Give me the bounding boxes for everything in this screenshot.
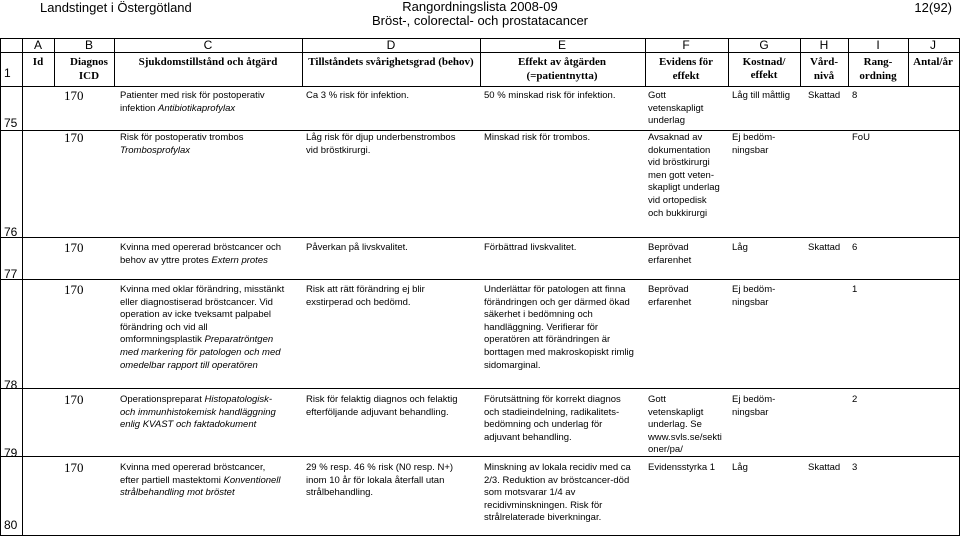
cell-sjukdom <box>120 462 281 500</box>
cell-evidens-line: och bukkirurgi <box>648 207 708 219</box>
cell-effekt-line: recidivminskningen. Risk för <box>484 499 603 511</box>
row-id: 170 <box>64 392 84 407</box>
header-id: Id <box>32 56 44 68</box>
column-letter-g: G <box>759 38 769 52</box>
cell-tillstand-line: Risk att rätt förändring ej blir <box>306 284 425 295</box>
grid-vline <box>22 38 23 535</box>
row-number-78: 78 <box>4 378 18 392</box>
header-icd: ICD <box>78 70 100 82</box>
cell-evidens-line: vid ortopedisk <box>648 194 707 206</box>
header-tillstand: Tillståndets svårighetsgrad (behov) <box>308 56 474 68</box>
cell-vard: Skattad <box>808 462 841 473</box>
header-diagnos: Diagnos <box>70 56 108 68</box>
cell-kostnad-line: Låg <box>732 242 748 253</box>
cell-sjukdom <box>120 394 276 432</box>
cell-rang: 1 <box>852 284 858 295</box>
cell-tillstand <box>306 394 458 419</box>
column-letter-b: B <box>84 38 93 52</box>
cell-effekt-line: säkerhet i bedömning och <box>484 309 593 321</box>
cell-tillstand-line: Låg risk för djup underbenstrombos <box>306 132 456 143</box>
cell-evidens <box>648 394 722 457</box>
cell-kostnad-line: Ej bedöm- <box>732 132 776 143</box>
cell-evidens-line: men gott veten- <box>648 169 715 181</box>
header-title-line2: Bröst-, colorectal- och prostatacancer <box>371 13 589 28</box>
cell-tillstand <box>306 90 409 103</box>
cell-effekt-line: Förutsättning för korrekt diagnos <box>484 394 621 405</box>
cell-evidens-line: erfarenhet <box>648 254 692 266</box>
cell-sjukdom-line: Trombosprofylax <box>120 144 191 156</box>
cell-effekt-line: adjuvant behandling. <box>484 431 572 443</box>
cell-tillstand-line: Risk för felaktig diagnos och felaktig <box>306 394 458 405</box>
header-effekt: Effekt av åtgärden <box>518 56 606 68</box>
cell-sjukdom-line: infektion Antibiotikaprofylax <box>120 102 236 114</box>
page-number: 12(92) <box>914 0 952 15</box>
cell-kostnad-line: ningsbar <box>732 144 769 156</box>
column-letter-i: I <box>876 38 880 52</box>
cell-evidens-line: Gott <box>648 90 666 101</box>
cell-tillstand <box>306 242 408 255</box>
cell-effekt <box>484 284 634 372</box>
cell-effekt <box>484 90 615 103</box>
cell-rang: 6 <box>852 242 858 253</box>
cell-kostnad <box>732 90 790 103</box>
cell-rang: 2 <box>852 394 858 405</box>
cell-tillstand-line: inom 10 år för lokala återfall utan <box>306 474 445 486</box>
cell-tillstand-line: efterföljande adjuvant behandling. <box>306 406 449 418</box>
cell-sjukdom-line: efter partiell mastektomi Konventionell <box>120 474 281 486</box>
cell-evidens-line: erfarenhet <box>648 296 692 308</box>
cell-sjukdom-line: och immunhistokemisk handläggning <box>120 406 276 418</box>
cell-effekt-line: som motsvarar 1/4 av <box>484 487 576 499</box>
row-number-1: 1 <box>4 66 11 80</box>
cell-effekt-line: Underlättar för patologen att finna <box>484 284 626 295</box>
cell-effekt-line: och stadieindelning, radikalitets- <box>484 406 620 418</box>
cell-tillstand-line: Påverkan på livskvalitet. <box>306 242 408 253</box>
cell-effekt-line: bedömning och underlag för <box>484 419 603 431</box>
row-number-80: 80 <box>4 518 18 532</box>
cell-sjukdom <box>120 284 284 372</box>
cell-effekt <box>484 132 590 145</box>
header-antal: Antal/år <box>913 56 953 68</box>
grid-hline <box>0 237 960 238</box>
cell-sjukdom <box>120 132 244 157</box>
grid-hline <box>0 456 960 457</box>
header-title <box>0 0 960 28</box>
cell-evidens-line: www.svls.se/sekti <box>648 431 722 443</box>
cell-tillstand <box>306 132 455 157</box>
cell-sjukdom-line: förändring och vid all <box>120 321 208 333</box>
cell-effekt-line: 50 % minskad risk för infektion. <box>484 90 616 101</box>
cell-evidens <box>648 242 691 267</box>
cell-effekt <box>484 242 576 255</box>
row-id: 170 <box>64 88 84 103</box>
cell-rang: 8 <box>852 90 858 101</box>
cell-evidens <box>648 462 715 475</box>
column-letter-a: A <box>33 38 42 52</box>
row-id: 170 <box>64 130 84 145</box>
cell-tillstand-line: vid bröstkirurgi. <box>306 144 371 156</box>
cell-tillstand <box>306 284 425 309</box>
cell-sjukdom-line: Kvinna med oklar förändring, misstänkt <box>120 284 285 295</box>
cell-vard: Skattad <box>808 90 841 101</box>
cell-kostnad <box>732 242 748 255</box>
cell-sjukdom-line: Operationspreparat Histopatologisk- <box>120 394 273 405</box>
column-letter-d: D <box>386 38 396 52</box>
cell-evidens-line: vetenskapligt <box>648 406 704 418</box>
cell-effekt-line: Minskad risk för trombos. <box>484 132 591 143</box>
cell-evidens-line: Beprövad <box>648 242 689 253</box>
header-rang: Rang- <box>863 56 893 68</box>
cell-evidens-line: underlag <box>648 115 685 127</box>
grid-hline <box>0 86 960 87</box>
cell-sjukdom-line: Patienter med risk för postoperativ <box>120 90 265 101</box>
cell-evidens-line: oner/pa/ <box>648 444 683 456</box>
header-vard: Vård- <box>809 56 839 68</box>
grid-vline <box>54 38 55 86</box>
cell-evidens-line: Gott <box>648 394 666 405</box>
cell-evidens <box>648 90 703 128</box>
cell-sjukdom-line: med markering för patologen och med <box>120 346 281 358</box>
cell-tillstand-line: strålbehandling. <box>306 487 374 499</box>
cell-evidens-line: vid bröstkirurgi <box>648 157 710 169</box>
cell-kostnad-line: Ej bedöm- <box>732 284 776 295</box>
cell-sjukdom-line: strålbehandling mot bröstet <box>120 487 235 499</box>
cell-effekt-line: operatören att förändringen är <box>484 334 611 346</box>
cell-sjukdom-line: omformningsplastik Preparatröntgen <box>120 334 274 346</box>
cell-sjukdom-line: eller diagnostiserad bröstcancer. Vid <box>120 296 273 308</box>
cell-tillstand-line: exstirperad och bedömd. <box>306 296 411 308</box>
grid-vline <box>0 38 1 535</box>
cell-sjukdom-line: operation av icke tveksamt palpabel <box>120 309 272 321</box>
cell-effekt-line: Förbättrad livskvalitet. <box>484 242 577 253</box>
cell-sjukdom-line: enlig KVAST och faktadokument <box>120 419 257 431</box>
column-letter-j: J <box>930 38 936 52</box>
row-number-77: 77 <box>4 267 18 281</box>
cell-evidens-line: Avsaknad av <box>648 132 703 143</box>
cell-rang: 3 <box>852 462 858 473</box>
grid-hline <box>0 388 960 389</box>
cell-kostnad-line: Ej bedöm- <box>732 394 776 405</box>
column-letter-h: H <box>819 38 829 52</box>
column-letter-e: E <box>557 38 566 52</box>
cell-tillstand <box>306 462 453 500</box>
cell-effekt-line: borttagen med makroskopiskt rimlig <box>484 346 634 358</box>
grid-hline <box>0 279 960 280</box>
cell-effekt-line: handläggning. Verifierar för <box>484 321 599 333</box>
cell-sjukdom-line: Kvinna med opererad bröstcancer och <box>120 242 282 253</box>
cell-evidens <box>648 132 720 220</box>
cell-kostnad-line: Låg <box>732 462 748 473</box>
row-id: 170 <box>64 240 84 255</box>
cell-effekt-line: förändringen och ger därmed ökad <box>484 296 630 308</box>
cell-sjukdom-line: Risk för postoperativ trombos <box>120 132 244 143</box>
header-evidens-sub: effekt <box>672 70 700 82</box>
header-title-line1: Rangordningslista 2008-09 <box>402 0 558 14</box>
cell-effekt-line: 2/3. Reduktion av bröstcancer-död <box>484 474 630 486</box>
cell-sjukdom-line: omedelbar rapport till operatören <box>120 359 258 371</box>
row-number-76: 76 <box>4 225 18 239</box>
cell-kostnad <box>732 132 775 157</box>
grid-hline <box>0 130 960 131</box>
cell-effekt <box>484 394 621 444</box>
column-letter-c: C <box>203 38 213 52</box>
header-rang-sub: ordning <box>859 70 897 82</box>
cell-evidens-line: vetenskapligt <box>648 102 704 114</box>
row-number-79: 79 <box>4 446 18 460</box>
cell-vard: Skattad <box>808 242 841 253</box>
cell-evidens-line: Beprövad <box>648 284 689 295</box>
header-effekt-sub: (=patientnytta) <box>526 70 598 82</box>
row-id: 170 <box>64 282 84 297</box>
header-evidens: Evidens för <box>658 56 714 68</box>
header-sjukdom: Sjukdomstillstånd och åtgärd <box>138 56 278 68</box>
cell-kostnad-line: Låg till måttlig <box>732 90 791 101</box>
cell-sjukdom-line: behov av yttre protes Extern protes <box>120 254 268 266</box>
cell-effekt-line: sidomarginal. <box>484 359 541 371</box>
row-number-75: 75 <box>4 116 18 130</box>
cell-sjukdom-line: Kvinna med opererad bröstcancer, <box>120 462 266 473</box>
cell-kostnad <box>732 394 775 419</box>
cell-kostnad-line: ningsbar <box>732 406 769 418</box>
cell-evidens-line: skapligt underlag <box>648 182 720 194</box>
header-vard-sub: nivå <box>813 70 835 82</box>
cell-kostnad-line: ningsbar <box>732 296 769 308</box>
cell-rang: FoU <box>852 132 870 143</box>
cell-kostnad <box>732 462 748 475</box>
cell-evidens <box>648 284 691 309</box>
cell-effekt <box>484 462 631 525</box>
cell-evidens-line: Evidensstyrka 1 <box>648 462 716 473</box>
cell-tillstand-line: 29 % resp. 46 % risk (N0 resp. N+) <box>306 462 454 473</box>
cell-sjukdom <box>120 242 281 267</box>
cell-effekt-line: strålrelaterade biverkningar. <box>484 512 602 524</box>
row-id: 170 <box>64 460 84 475</box>
header-kostnad: Kostnad/ effekt <box>742 56 786 81</box>
header-organization: Landstinget i Östergötland <box>40 0 192 15</box>
column-letter-f: F <box>682 38 690 52</box>
cell-evidens-line: underlag. Se <box>648 419 702 431</box>
cell-effekt-line: Minskning av lokala recidiv med ca <box>484 462 631 473</box>
cell-tillstand-line: Ca 3 % risk för infektion. <box>306 90 409 101</box>
cell-kostnad <box>732 284 775 309</box>
cell-evidens-line: dokumentation <box>648 144 711 156</box>
cell-sjukdom <box>120 90 265 115</box>
